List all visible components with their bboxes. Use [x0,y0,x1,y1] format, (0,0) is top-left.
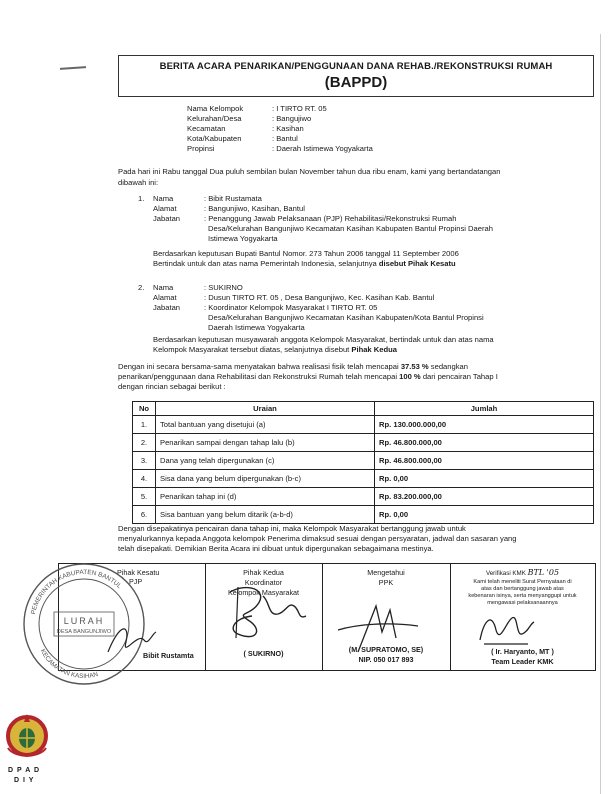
row-amount: Rp. 0,00 [375,506,594,524]
party-basis: Berdasarkan keputusan Bupati Bantul Nomor. 273 Tahun 2006 tanggal 11 September 2006 [153,249,459,258]
stamp-bottom-text: KECAMATAN KASIHAN [38,648,99,681]
row-amount: Rp. 0,00 [375,470,594,488]
logo-text: D P A D [8,767,41,774]
closing-line: Dengan disepakatinya pencairan dana tahap ini, maka Kelompok Masyarakat bertanggung jawab untuk [118,524,466,533]
logo-text: D I Y [14,777,35,784]
table-row [133,434,594,452]
statement-line: penarikan/penggunaan dana Rehabilitasi dan Rekonstruksi Rumah telah mencapai 100 % dari pencairan Tahap I [118,372,498,381]
document-title-box [118,55,594,97]
signatory-role: Pihak Kedua [243,568,284,577]
signatory-title: PPK [378,578,394,587]
closing-line: menyalurkannya kepada Anggota kelompok Penerima dimaksud sesuai dengan persyaratan, jadwal dan sasaran yang [118,534,517,543]
info-value: : Daerah Istimewa Yogyakarta [272,144,373,153]
party-name: : SUKIRNO [204,283,243,292]
row-description: Sisa bantuan yang belum ditarik (a-b-d) [156,506,375,524]
row-number: 6. [133,506,156,524]
stamp-desa-text: DESA BANGUNJIWO [56,629,112,635]
signatory-role: Pihak Kesatu [117,568,160,577]
party-designation: Pihak Kedua [349,345,397,354]
column-header: No [133,402,156,416]
table-row [133,470,594,488]
verification-note: atas dan bertanggung jawab atas [481,586,564,592]
verification-note: mengawasi pelaksanaannya [487,600,558,606]
row-number: 5. [133,488,156,506]
signatory-title: Kelompok Masyarakat [227,588,300,597]
signature-ppk [318,592,428,657]
party-basis: Bertindak untuk dan atas nama Pemerintah Indonesia, selanjutnya disebut Pihak Kesatu [153,259,456,268]
svg-text:PEMERINTAH KABUPATEN BANTUL [30,569,123,615]
party-position: Desa/Kelurahan Bangunjiwo Kecamatan Kasihan Kabupaten Bantul Propinsi Daerah [208,224,493,233]
party-position: Daerah Istimewa Yogyakarta [208,323,305,332]
party-address: : Dusun TIRTO RT. 05 , Desa Bangunjiwo, Kec. Kasihan Kab. Bantul [204,293,435,302]
party-number: 2. [138,283,145,292]
row-amount: Rp. 130.000.000,00 [375,416,594,434]
svg-text:KECAMATAN KASIHAN [39,648,99,680]
signature-pjp [100,612,160,662]
info-value: : Kasihan [272,124,304,133]
row-number: 4. [133,470,156,488]
signatory-role: Mengetahui [367,568,405,577]
info-label: Kelurahan/Desa [187,114,242,123]
row-number: 1. [133,416,156,434]
signature-sukirno [208,572,318,652]
info-label: Propinsi [187,144,215,153]
info-label: Nama Kelompok [187,104,244,113]
verification-note: kebenaran isinya, serta menyanggupi untuk [468,593,577,599]
signatory-title: Koordinator [244,578,283,587]
verification-label: Verifikasi KMK BTL '05 [485,568,560,577]
info-label: Kota/Kabupaten [187,134,242,143]
party-position: Istimewa Yogyakarta [208,234,278,243]
table-header-row [133,402,594,416]
signatory-name: ( Ir. Haryanto, MT ) [491,647,554,656]
party-number: 1. [138,194,145,203]
party-position: Desa/Kelurahan Bangunjiwo Kecamatan Kasihan Kabupaten/Kota Bantul Propinsi [208,313,484,322]
party-label: Jabatan [153,214,181,223]
stamp-top-text: PEMERINTAH KABUPATEN BANTUL [29,568,123,616]
party-basis: Kelompok Masyarakat tersebut diatas, selanjutnya disebut Pihak Kedua [153,345,397,354]
info-value: : I TIRTO RT. 05 [272,104,327,113]
signatory-name: Bibit Rustamta [143,651,194,660]
closing-line: telah disepakati. Demikian Berita Acara ini dibuat untuk dipergunakan sebagaimana mestinya. [118,544,434,553]
scan-edge [600,34,601,794]
column-header: Uraian [156,402,375,416]
table-row [133,452,594,470]
row-description: Sisa dana yang belum dipergunakan (b-c) [156,470,375,488]
document-subtitle: (BAPPD) [324,74,388,91]
verification-handwriting: BTL '05 [527,568,560,577]
row-number: 3. [133,452,156,470]
physical-progress: 37.53 % [400,362,429,371]
row-number: 2. [133,434,156,452]
row-amount: Rp. 46.800.000,00 [375,434,594,452]
party-label: Jabatan [153,303,181,312]
rincian-table [132,401,594,524]
row-description: Penarikan sampai dengan tahap lalu (b) [156,434,375,452]
row-description: Penarikan tahap ini (d) [156,488,375,506]
party-designation: disebut Pihak Kesatu [376,259,456,268]
info-label: Kecamatan [187,124,226,133]
signatory-title: PJP [129,577,143,586]
party-position: : Penanggung Jawab Pelaksanaan (PJP) Rehabilitasi/Rekonstruksi Rumah [204,214,457,223]
signatory-name: ( SUKIRNO) [243,649,284,658]
table-row [133,506,594,524]
statement-line: Dengan ini secara bersama-sama menyatakan bahwa realisasi fisik telah mencapai 37.53 % sedangkan [118,362,468,371]
info-value: : Bangujiwo [272,114,312,123]
signatory-name: (M. SUPRATOMO, SE) [348,645,424,654]
disbursement-progress: 100 % [399,372,421,381]
party-label: Alamat [153,204,177,213]
row-amount: Rp. 83.200.000,00 [375,488,594,506]
signatory-role: Team Leader KMK [491,657,554,666]
column-header: Jumlah [375,402,594,416]
signature-kmk [470,600,540,650]
intro-line: Pada hari ini Rabu tanggal Dua puluh sembilan bulan November tahun dua ribu enam, kami yang bertandatangan [118,167,501,176]
party-basis: Berdasarkan keputusan musyawarah anggota Kelompok Masyarakat, bertindak untuk dan atas nama [153,335,494,344]
table-row [133,488,594,506]
signatory-nip: NIP. 050 017 893 [358,655,414,664]
dpad-logo-icon [2,708,52,766]
party-label: Alamat [153,293,177,302]
party-label: Nama [153,194,174,203]
party-label: Nama [153,283,174,292]
intro-line: dibawah ini: [118,178,159,187]
party-address: : Bangunjiwo, Kasihan, Bantul [204,204,305,213]
document-title: BERITA ACARA PENARIKAN/PENGGUNAAN DANA REHAB./REKONSTRUKSI RUMAH [159,61,553,72]
row-description: Total bantuan yang disetujui (a) [156,416,375,434]
table-row [133,416,594,434]
party-position: : Koordinator Kelompok Masyarakat I TIRTO RT. 05 [204,303,378,312]
statement-line: dengan rincian sebagai berikut : [118,382,226,391]
row-amount: Rp. 46.800.000,00 [375,452,594,470]
verification-note: Kami telah meneliti Surat Pernyataan di [473,579,572,585]
party-name: : Bibit Rustamata [204,194,262,203]
info-value: : Bantul [272,134,298,143]
pen-mark [60,66,86,70]
row-description: Dana yang telah dipergunakan (c) [156,452,375,470]
stamp-lurah-text: LURAH [63,616,105,626]
